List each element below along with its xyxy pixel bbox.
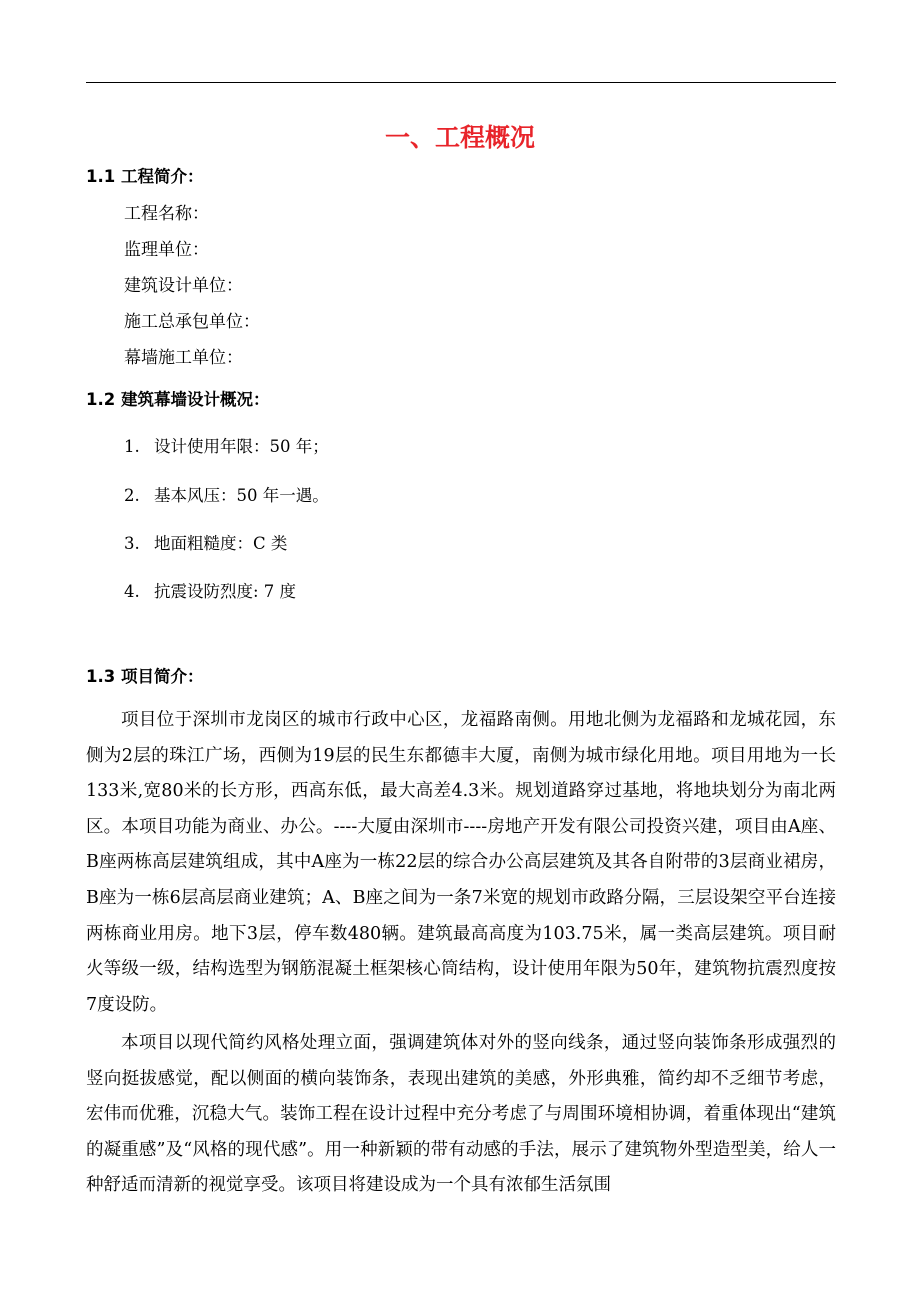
section-1-2-heading: 1.2 建筑幕墙设计概况：	[86, 390, 270, 409]
spec-item: 3. 地面粗糙度：C 类	[124, 534, 288, 553]
field-supervision-unit: 监理单位：	[124, 240, 209, 260]
spec-item: 4. 抗震设防烈度: 7 度	[124, 582, 297, 601]
field-project-name: 工程名称：	[124, 204, 209, 224]
project-paragraph-2: 本项目以现代简约风格处理立面，强调建筑体对外的竖向线条，通过竖向装饰条形成强烈的竖向挺拔感觉，配以侧面的横向装饰条，表现出建筑的美感，外形典雅，简约却不乏细节考虑，宏伟而优雅，沉稳大气。装饰工程在设计过程中充分考虑了与周围环境相协调，着重体现出“建筑的凝重感”及“风格的现代感”。用一种新颖的带有动感的手法，展示了建筑物外型造型美，给人一种舒适而清新的视觉享受。该项目将建设成为一个具有浓郁生活氛围	[86, 1033, 836, 1196]
page-title: 一、工程概况	[384, 123, 535, 152]
section-1-1-heading: 1.1 工程简介：	[86, 167, 204, 186]
field-curtain-wall-contractor: 幕墙施工单位：	[124, 348, 243, 368]
header-rule	[86, 82, 836, 83]
project-paragraph-1: 项目位于深圳市龙岗区的城市行政中心区，龙福路南侧。用地北侧为龙福路和龙城花园，东侧为2层的珠江广场，西侧为19层的民生东都德丰大厦，南侧为城市绿化用地。项目用地为一长133米,宽80米的长方形，西高东低，最大高差4.3米。规划道路穿过基地，将地块划分为南北两区。本项目功能为商业、办公。----大厦由深圳市----房地产开发有限公司投资兴建，项目由A座、B座两栋高层建筑组成，其中A座为一栋22层的综合办公高层建筑及其各自附带的3层商业裙房，B座为一栋6层高层商业建筑；A、B座之间为一条7米宽的规划市政路分隔，三层设架空平台连接两栋商业用房。地下3层，停车数480辆。建筑最高高度为103.75米，属一类高层建筑。项目耐火等级一级，结构选型为钢筋混凝土框架核心筒结构，设计使用年限为50年，建筑物抗震烈度按7度设防。	[86, 710, 836, 1015]
spec-item: 1. 设计使用年限：50 年；	[124, 437, 329, 456]
field-design-unit: 建筑设计单位：	[124, 276, 243, 296]
field-general-contractor: 施工总承包单位：	[124, 312, 260, 332]
spec-item: 2. 基本风压：50 年一遇。	[124, 486, 329, 505]
section-1-3-heading: 1.3 项目简介：	[86, 667, 204, 686]
